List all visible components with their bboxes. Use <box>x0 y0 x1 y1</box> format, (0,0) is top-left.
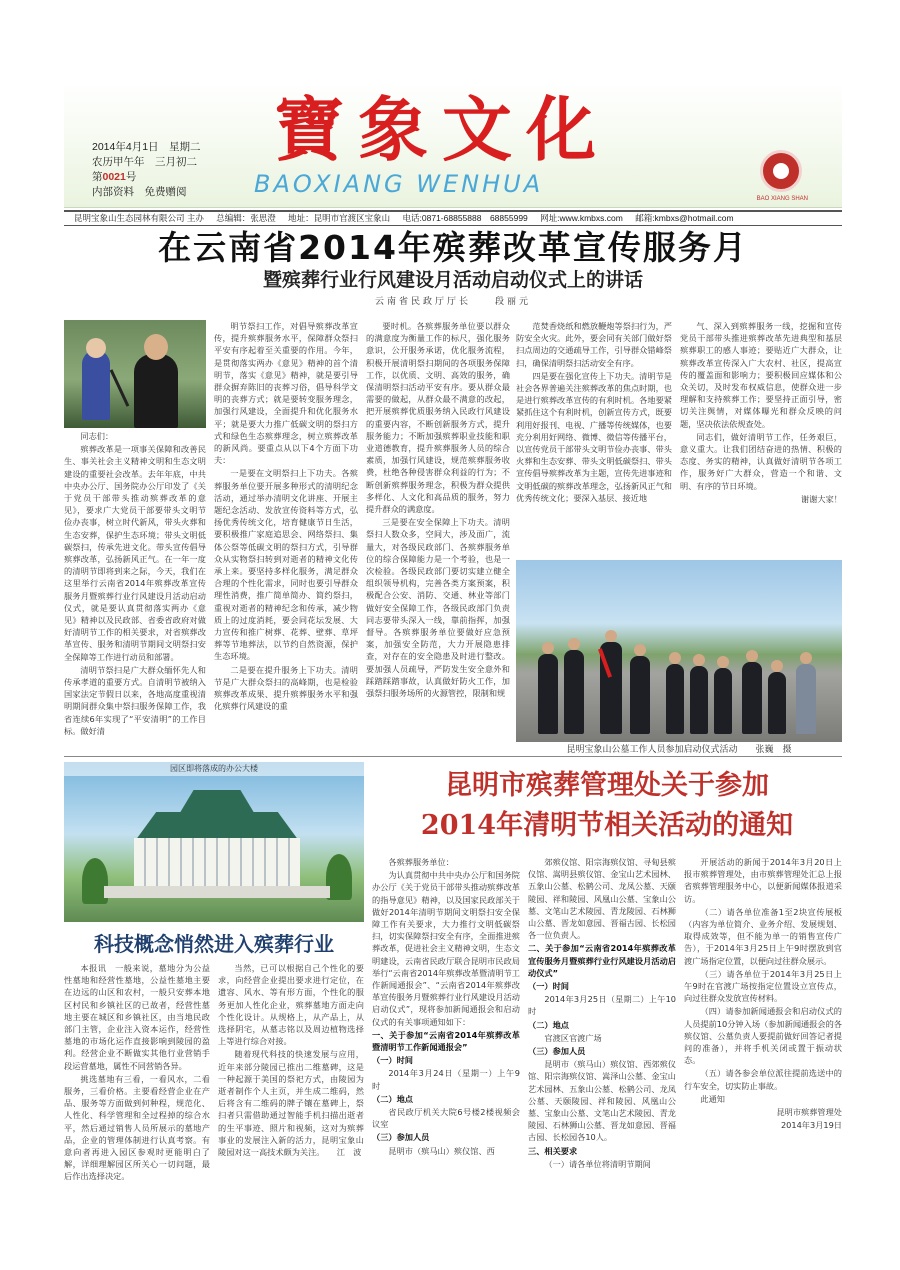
host-info: 昆明宝象山生态园林有限公司 主办 <box>74 213 204 223</box>
paragraph: 同志们： <box>80 431 114 441</box>
distribution-note: 内部资料 免费赠阅 <box>92 186 187 198</box>
speech-photo <box>64 320 206 428</box>
paragraph: 郊殡仪馆、阳宗海殡仪馆、寻甸县殡仪馆、嵩明县殡仪馆、金宝山艺术园林、五象山公墓、松鹤公司、龙凤公墓、天颐陵园、祥和陵园、风凰山公墓、宝象山公墓、文笔山艺术陵园、青龙陵园、石林狮山公墓、晋龙如意园、晋福古园、长松园各一位负责人。 <box>528 857 676 941</box>
ceremony-photo-caption: 昆明宝象山公墓工作人员参加启动仪式活动 张巍 摄 <box>566 744 792 754</box>
paragraph: （二）地点 <box>372 1093 413 1104</box>
paragraph: 本报讯 一般来说，墓地分为公益性墓地和经营性墓地，公益性墓地主要在边远的山区和农村，一般只安葬本地区村民和乡镇社区的已故者，经营性墓地主要在城区和乡镇社区，由当地民政部门主管，企业注入资本运作，经营性墓地的市场化运作直接影响到陵园的盈利。经营企业不断做实其他行业营销手段运营墓地，属性不同营销各异。 <box>64 963 210 1071</box>
paragraph: （三）参加人员 <box>372 1132 430 1143</box>
paragraph: （三）参加人员 <box>528 1046 586 1057</box>
article1-headline: 在云南省2014年殡葬改革宣传服务月 <box>158 228 748 267</box>
paragraph: 昆明市殡葬管理处 <box>776 1107 842 1118</box>
paragraph: 挑选墓地有三看，一看风水，二看服务，三看价格。主要看经营企业在产品、服务等方面做到何种程，规范化、人性化、科学管理和全过程掉的综合水平，然后通过销售人员所展示的墓地产品，企业的管理体制进行认真考察。有意向者再进入园区参观时更能明白了解，详细理解园区所关心一切问题，最后作出选择决定。 <box>64 1073 210 1182</box>
paragraph: 二、关于参加“云南省2014年殡葬改革宣传服务月暨殡葬行业行风建设月活动启动仪式” <box>528 943 676 978</box>
paragraph: （三）请各单位于2014年3月25日上午9时在官渡广场按指定位置设立宣传点，向过往群众发放宣传材料。 <box>684 968 842 1004</box>
paragraph: （一）时间 <box>528 981 569 992</box>
masthead <box>64 82 842 208</box>
paragraph: 省民政厅机关大院6号楼2楼视频会议室 <box>372 1107 520 1130</box>
paragraph: 2014年3月19日 <box>780 1120 842 1131</box>
paragraph: 三是要在安全保障上下功夫。清明祭扫人数众多，空间大，涉及面广，流量大，对各级民政部门、各殡葬服务单位的综合保障能力是一个考验，也是一次检验。各级民政部门要切实建立健全组织领导机构，完善各类方案预案，积极配合公安、消防、交通、林业等部门做好安全保障工作，各级民政部门负责同志要带头深入一线，靠前指挥，加强督导。各殡葬服务单位要做好应急预案，加强安全防范，大力开展隐患排查，对存在的安全隐患及时进行整改。要加强人员疏导，严防发生安全意外和踩踏踩踏事故，认真做好防火工作，加强祭扫服务场所的火源管控，限制和规 <box>366 517 510 699</box>
paragraph: 开展活动的新闻于2014年3月20日上报市殡葬管理处，由市殡葬管理处汇总上报省殡葬管理服务中心，以便新闻媒体报道采访。 <box>684 857 842 904</box>
paragraph: （五）请各参会单位派往提前选送中的行车安全，切实防止事故。 <box>684 1068 842 1091</box>
article1-byline: 云南省民政厅厅长 段丽元 <box>374 296 531 306</box>
emblem-text: BAO XIANG SHAN <box>756 196 808 202</box>
date-block <box>92 140 201 200</box>
website-link[interactable]: 网址:www.kmbxs.com <box>540 213 623 223</box>
paragraph: 此通知 <box>700 1093 725 1104</box>
editor-info: 总编辑：张思澄 <box>216 213 276 223</box>
emblem-icon <box>760 150 802 192</box>
paragraph: 同志们，做好清明节工作，任务艰巨，意义重大。让我们团结奋进的热情、积极的态度、务实的精神，认真做好清明节各项工作，服务好广大群众，营造一个和谐、文明、有序的节日环境。 <box>680 431 842 491</box>
paragraph: 2014年3月24日（星期一）上午9时 <box>372 1068 520 1091</box>
paragraph: 昆明市（殡马山）殡仪馆、西郊殡仪馆、阳宗海殡仪馆、嵩泽山公墓、金宝山艺术园林、五象山公墓、松鹤公司、龙凤公墓、天颐陵园、祥和陵园、风凰山公墓、宝象山公墓、文笔山艺术陵园、青龙陵园、石林狮山公墓、晋龙如意园、晋福古园、长松园各10人。 <box>528 1059 676 1143</box>
article3-column-1 <box>64 962 210 1206</box>
publication-date: 2014年4月1日 星期二 <box>92 141 201 153</box>
paragraph: （四）请参加新闻通报会和启动仪式的人员提前10分钟入场（参加新闻通报会的各殡仪馆、公墓负责人要提前做好回答记者提问的准备），并将手机关闭或置于振动状态。 <box>684 1006 842 1066</box>
newspaper-pinyin: BAOXIANG WENHUA <box>254 170 544 198</box>
phone-info: 电话:0871-68855888 68855999 <box>402 213 528 223</box>
paragraph: 气、深入到殡葬服务一线，挖掘和宣传党员干部带头推进殡葬改革先进典型和基层殡葬职工的感人事迹；要贴近广大群众，让殡葬改革宣传深入广大农村、社区，提高宣传的覆盖面和影响力；要积极回应媒体和公众关切，及时发布权威信息，使群众进一步理解和支持殡葬工作；要坚持正面引导，密切关注舆情，对媒体曝光和群众反映的问题，坚决依法依规查处。 <box>680 321 842 429</box>
article2-column-1 <box>372 856 520 1206</box>
article1-subhead: 暨殡葬行业行风建设月活动启动仪式上的讲话 <box>262 269 643 291</box>
article3-headline: 科技概念悄然进入殡葬行业 <box>94 932 334 956</box>
article1-column-5 <box>680 320 842 556</box>
article1-column-3 <box>366 320 510 756</box>
paragraph: 随着现代科技的快速发展与应用，近年来部分陵园已推出二维墓碑，这是一种起源于美国的祭祀方式，由陵园为逝者制作个人主页，并生成二维码，然后将含有二维码的牌子镶在墓碑上，祭扫者只需借助通过智能手机扫描出逝者的生平事迹、照片和视频，这对为殡葬事业的发展注入新的活力，昆明宝象山陵园对这一高技术颇为关注。 江 波 <box>218 1049 364 1158</box>
ceremony-photo <box>516 560 842 742</box>
lunar-date: 农历甲午年 三月初二 <box>92 156 197 168</box>
paragraph: 四是要在强化宣传上下功夫。清明节是社会各界普遍关注殡葬改革的焦点时期，也是进行殡葬改革宣传的有利时机。各地要紧紧抓住这个有利时机，创新宣传方式，既要利用好报刊、电视、广播等传统媒体，也要充分利用好网络、微博、微信等传播平台，以宣传党员干部带头文明节俭办丧事、带头火葬和生态安葬、带头文明低碳祭扫、带头宣传倡导殡葬改革为主题，宣传先进事迹和文明低碳的殡葬改革理念，弘扬新风正气和优秀传统文化；要深入基层、接近地 <box>516 370 672 503</box>
paragraph: 官渡区官渡广场 <box>544 1032 602 1043</box>
paragraph: 为认真贯彻中共中央办公厅和国务院办公厅《关于党员干部带头推动殡葬改革的指导意见》精神，以及国家民政部关于做好2014年清明节期间文明祭扫安全保障工作有关要求，大力推行文明低碳祭扫，切实保障祭扫安全有序，全面推进殡葬改革，促进社会主义精神文明，生态文明建设，云南省民政厅联合昆明市民政局举行“云南省2014年殡葬改革暨清明节工作新闻通报会”、“云南省2014年殡葬改革宣传服务月暨殡葬行业行风建设月活动启动仪式”，现将参加新闻通报会和启动仪式的有关事项通知如下： <box>372 870 520 1027</box>
paragraph: （二）地点 <box>528 1019 569 1030</box>
article1-column-2 <box>214 320 358 756</box>
paragraph: 谢谢大家！ <box>801 493 842 504</box>
article1-column-1 <box>64 430 206 756</box>
paragraph: 二是要在提升服务上下功夫。清明节是广大群众祭扫的高峰期，也是检验殡葬改革成果、提升殡葬服务水平和强化殡葬行风建设的重 <box>214 664 358 712</box>
paragraph: 一是要在文明祭扫上下功夫。各殡葬服务单位要开展多种形式的清明纪念活动，通过举办清明文化讲座、开展主题纪念活动、发放宣传资料等方式，弘扬优秀传统文化，培育健康节日生活，要积极推广家庭追思会、网络祭扫、集体公祭等低碳文明的祭扫方式，引导群众从实物祭扫转到对逝者的精神文化传承上来。要坚持多样化服务，满足群众合理的个性化需求，同时也要引导群众理性消费，推广简单简办、简约祭扫，重视对逝者的精神纪念和传承，减少物质上的过度消耗，要会同花坛发展、大力宣传和推广树葬、花葬、壁葬、草坪葬等节地葬法，以节约自然资源，保护生态环境。 <box>214 468 358 662</box>
office-building-photo <box>64 762 364 922</box>
article2-headline-line2: 2014年清明节相关活动的通知 <box>420 810 794 841</box>
info-bar <box>64 210 842 226</box>
article2-headline-line1: 昆明市殡葬管理处关于参加 <box>445 770 769 801</box>
paragraph: 要时机。各殡葬服务单位要以群众的满意度为衡量工作的标尺，强化服务意识，公开服务承诺，优化服务流程，积极开展清明祭扫期间的各项服务保障工作，以优质、文明、高效的服务，确保清明祭扫活动平安有序。要从群众最需要的做起，从群众最不满意的改起，把开展殡葬优质服务纳入民政行风建设的重要内容，不断创新服务方式，提升服务能力；不断加强殡葬职业技能和职业道德教育，提升殡葬服务人员的综合素质，加强行风建设，规范殡葬服务收费，杜绝各种侵害群众利益的行为；不断创新殡葬服务理念，积极为群众提供多样化、人文化和高品质的服务，努力提升群众的满意度。 <box>366 321 510 515</box>
newspaper-title: 寶象文化 <box>274 88 610 171</box>
paragraph: 各殡葬服务单位： <box>388 857 454 867</box>
paragraph: 明节祭扫工作，对倡导殡葬改革宣传，提升殡葬服务水平，保障群众祭扫平安有序起着至关重要的作用。今年，是贯彻落实两办《意见》精神的首个清明节，落实《意见》精神，就是要引导群众摒弃陈旧的丧葬习俗，倡导科学文明的丧葬方式；就是要转变服务理念，加强行风建设，全面提升和优化服务水平；就是要大力推广低碳文明的祭扫方式和绿色生态殡葬理念，树立殡葬改革的新风尚。要重点从以下4个方面下功夫： <box>214 321 358 466</box>
paragraph: 当然，已可以根据自己个性化的要求，向经营企业提出要求进行定位，在遗容、风水、等有形方面，个性化的服务更加人性化企业，殡葬墓地方面走向个性化设计。从规格上，从产品上，从选择阴宅，从墓志铭以及周边植物选择上等进行综合对接。 <box>218 963 364 1047</box>
address-info: 地址：昆明市官渡区宝象山 <box>288 213 391 223</box>
email-link[interactable]: 邮箱:kmbxs@hotmail.com <box>635 213 734 223</box>
paragraph: 三、相关要求 <box>528 1145 578 1156</box>
paragraph: 2014年3月25日（星期二）上午10时 <box>528 994 676 1017</box>
article2-column-3 <box>684 856 842 1206</box>
article1-column-4 <box>516 320 672 556</box>
paragraph: 清明节祭扫是广大群众缅怀先人和传承孝道的重要方式。自清明节被纳入国家法定节假日以来，各地高度重视清明期间群众集中祭扫服务保障工作，我省连续6年实现了“平安清明”的工作目标。做好清 <box>64 664 206 736</box>
office-building-caption: 园区即将落成的办公大楼 <box>64 762 364 776</box>
paragraph: 范焚香烧纸和燃放鞭炮等祭扫行为，严防安全火灾。此外，要会同有关部门做好祭扫点周边的交通疏导工作，引导群众错峰祭扫，确保清明祭扫活动安全有序。 <box>516 321 672 368</box>
issue-number: 第0021号 <box>92 171 137 183</box>
paragraph: （一）请各单位将清明节期间 <box>544 1158 651 1169</box>
article2-headline <box>372 766 842 846</box>
paragraph: 殡葬改革是一项事关保障和改善民生、事关社会主义精神文明和生态文明建设的重要社会改革。去年年底，中共中央办公厅、国务院办公厅印发了《关于党员干部带头推动殡葬改革的意见》，要求广大党员干部要带头文明节俭办丧事，树立时代新风，带头火葬和生态安葬，保护生态环境；带头文明低碳祭扫，传承先进文化。带头宣传倡导殡葬改革，弘扬新风正气。在一年一度的清明节即将到来之际，今天，我们在这里举行云南省2014年殡葬改革宣传服务月暨殡葬行业行风建设月活动启动仪式，就是要认真贯彻落实两办《意见》精神以及民政部、省委省政府对做好清明节工作的相关要求，对省殡葬改革宣传、服务和清明节期间文明祭扫安全保障等工作进行动员和部署。 <box>64 444 206 662</box>
article2-column-2 <box>528 856 676 1206</box>
paragraph: （一）时间 <box>372 1055 413 1066</box>
article3-column-2 <box>218 962 364 1206</box>
paragraph: （二）请各单位准备1至2块宣传展板（内容为单位简介、业务介绍、发展规划、取得成效等，但不能为单一的销售宣传广告），于2014年3月25日上午9时摆放到官渡广场指定位置，以便向过往群众展示。 <box>684 906 842 966</box>
paragraph: 一、关于参加“云南省2014年殡葬改革暨清明节工作新闻通报会” <box>372 1029 520 1053</box>
section-divider <box>64 756 842 757</box>
paragraph: 昆明市（殡马山）殡仪馆、西 <box>388 1145 495 1156</box>
